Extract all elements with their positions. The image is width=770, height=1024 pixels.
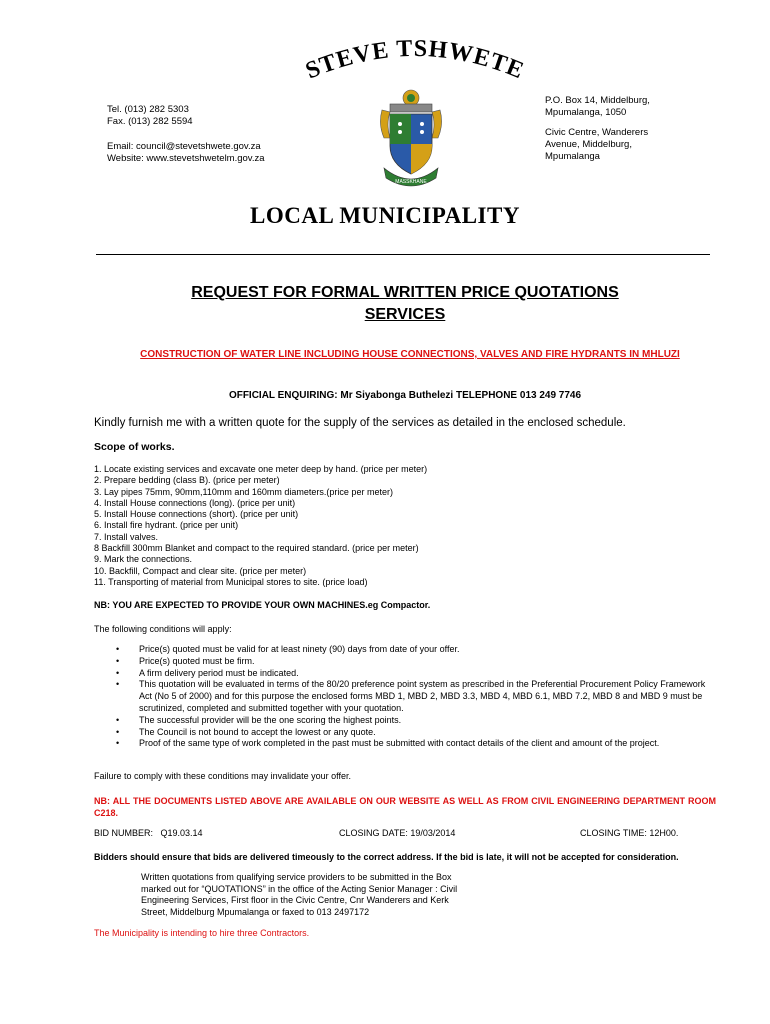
fax: Fax. (013) 282 5594: [107, 116, 193, 127]
scope-item: 2. Prepare bedding (class B). (price per meter): [94, 475, 280, 486]
email: Email: council@stevetshwete.gov.za: [107, 141, 261, 152]
scope-item: 6. Install fire hydrant. (price per unit): [94, 520, 239, 531]
crest-motto: MASSKHANE: [395, 179, 427, 185]
header-rule: [96, 254, 710, 255]
po-box-line2: Mpumalanga, 1050: [545, 107, 627, 118]
scope-item: 10. Backfill, Compact and clear site. (price per meter): [94, 565, 307, 576]
scope-item: 9. Mark the connections.: [94, 554, 193, 565]
brand-name-arc: [295, 38, 535, 88]
brand-bottom: LOCAL MUNICIPALITY: [250, 203, 520, 228]
svg-text:STEVE TSHWETE: [302, 38, 528, 84]
condition-item: • A firm delivery period must be indicated.: [116, 667, 299, 678]
scope-item: 3. Lay pipes 75mm, 90mm,110mm and 160mm diameters.(price per meter): [94, 486, 393, 497]
closing-date: CLOSING DATE: 19/03/2014: [339, 828, 456, 838]
brand-top: STEVE TSHWETE: [302, 38, 528, 85]
scope-item: 4. Install House connections (long). (price per unit): [94, 497, 296, 508]
po-box-line1: P.O. Box 14, Middelburg,: [545, 95, 650, 106]
document-title: [0, 282, 770, 326]
scope-item: 7. Install valves.: [94, 531, 159, 542]
bullet-icon: •: [116, 667, 120, 678]
submission-line: marked out for “QUOTATIONS” in the office of the Acting Senior Manager : Civil: [141, 883, 458, 894]
bullet-icon: •: [116, 714, 120, 725]
scope-item: 5. Install House connections (short). (price per unit): [94, 509, 299, 520]
bid-number: BID NUMBER: Q19.03.14: [94, 828, 203, 838]
contact-left: [107, 104, 265, 165]
hire-note: The Municipality is intending to hire three Contractors.: [94, 928, 310, 938]
official-enquiring: OFFICIAL ENQUIRING: Mr Siyabonga Buthelezi TELEPHONE 013 249 7746: [228, 390, 582, 401]
scope-heading: Scope of works.: [94, 441, 175, 453]
condition-item: • The successful provider will be the one scoring the highest points.: [116, 714, 402, 725]
municipal-crest-logo: [376, 84, 446, 192]
failure-note: Failure to comply with these conditions may invalidate your offer.: [94, 771, 351, 781]
closing-time: CLOSING TIME: 12H00.: [580, 828, 679, 838]
bullet-icon: •: [116, 644, 120, 654]
condition-item: • Price(s) quoted must be firm.: [116, 655, 255, 666]
conditions-intro: The following conditions will apply:: [94, 624, 232, 634]
condition-item: • This quotation will be evaluated in terms of the 80/20 preference point system as prescribed in the Preferential Procurement Policy Framework Act (No 5 of 2000) and for this purpose the enclosed forms MBD 1, MBD 2, MBD 3.3, MBD 4, MBD 6.1, MBD 7.2, MBD 8 and MBD 9 must be scrutinized, completed and submitted together with your quotation.: [116, 679, 706, 713]
machines-note: NB: YOU ARE EXPECTED TO PROVIDE YOUR OWN MACHINES.eg Compactor.: [94, 600, 431, 610]
scope-list: [94, 464, 694, 588]
website: Website: www.stevetshwetelm.gov.za: [107, 153, 265, 164]
documents-note: NB: ALL THE DOCUMENTS LISTED ABOVE ARE AVAILABLE ON OUR WEBSITE AS WELL AS FROM CIVIL ENGINEERING DEPARTMENT ROOM C218.: [94, 796, 716, 818]
request-text: Kindly furnish me with a written quote for the supply of the services as detailed in the enclosed schedule.: [94, 417, 626, 429]
submission-instructions: [141, 872, 521, 918]
civic-line2: Avenue, Middelburg,: [545, 139, 632, 150]
project-name: CONSTRUCTION OF WATER LINE INCLUDING HOUSE CONNECTIONS, VALVES AND FIRE HYDRANTS IN MHLUZI: [140, 349, 680, 360]
tel: Tel. (013) 282 5303: [107, 104, 189, 115]
condition-item: • The Council is not bound to accept the lowest or any quote.: [116, 726, 376, 737]
submission-line: Street, Middelburg Mpumalanga or faxed to 013 2497172: [141, 906, 370, 917]
submission-line: Written quotations from qualifying service providers to be submitted in the Box: [141, 872, 452, 882]
submission-line: Engineering Services, First floor in the Civic Centre, Cnr Wanderers and Kerk: [141, 895, 449, 905]
bullet-icon: •: [116, 738, 120, 749]
conditions-list: [94, 644, 719, 750]
condition-item: • Proof of the same type of work completed in the past must be submitted with contact details of the client and amount of the project.: [116, 738, 660, 749]
civic-line1: Civic Centre, Wanderers: [545, 127, 649, 138]
scope-item: 1. Locate existing services and excavate one meter deep by hand. (price per meter): [94, 464, 428, 474]
bidders-note: Bidders should ensure that bids are delivered timeously to the correct address. If the bid is late, it will not be accepted for consideration.: [94, 852, 679, 862]
bullet-icon: •: [116, 655, 120, 666]
bullet-icon: •: [116, 726, 120, 737]
civic-line3: Mpumalanga: [545, 151, 600, 162]
title-line1: REQUEST FOR FORMAL WRITTEN PRICE QUOTATIONS: [191, 284, 619, 301]
title-line2: SERVICES: [364, 306, 446, 323]
scope-item: 8 Backfill 300mm Blanket and compact to the required standard. (price per meter): [94, 543, 419, 554]
scope-item: 11. Transporting of material from Municipal stores to site. (price load): [94, 576, 368, 587]
condition-item: • Price(s) quoted must be valid for at least ninety (90) days from date of your offer.: [116, 644, 460, 654]
bullet-icon: •: [116, 679, 120, 690]
contact-right: [545, 95, 650, 163]
